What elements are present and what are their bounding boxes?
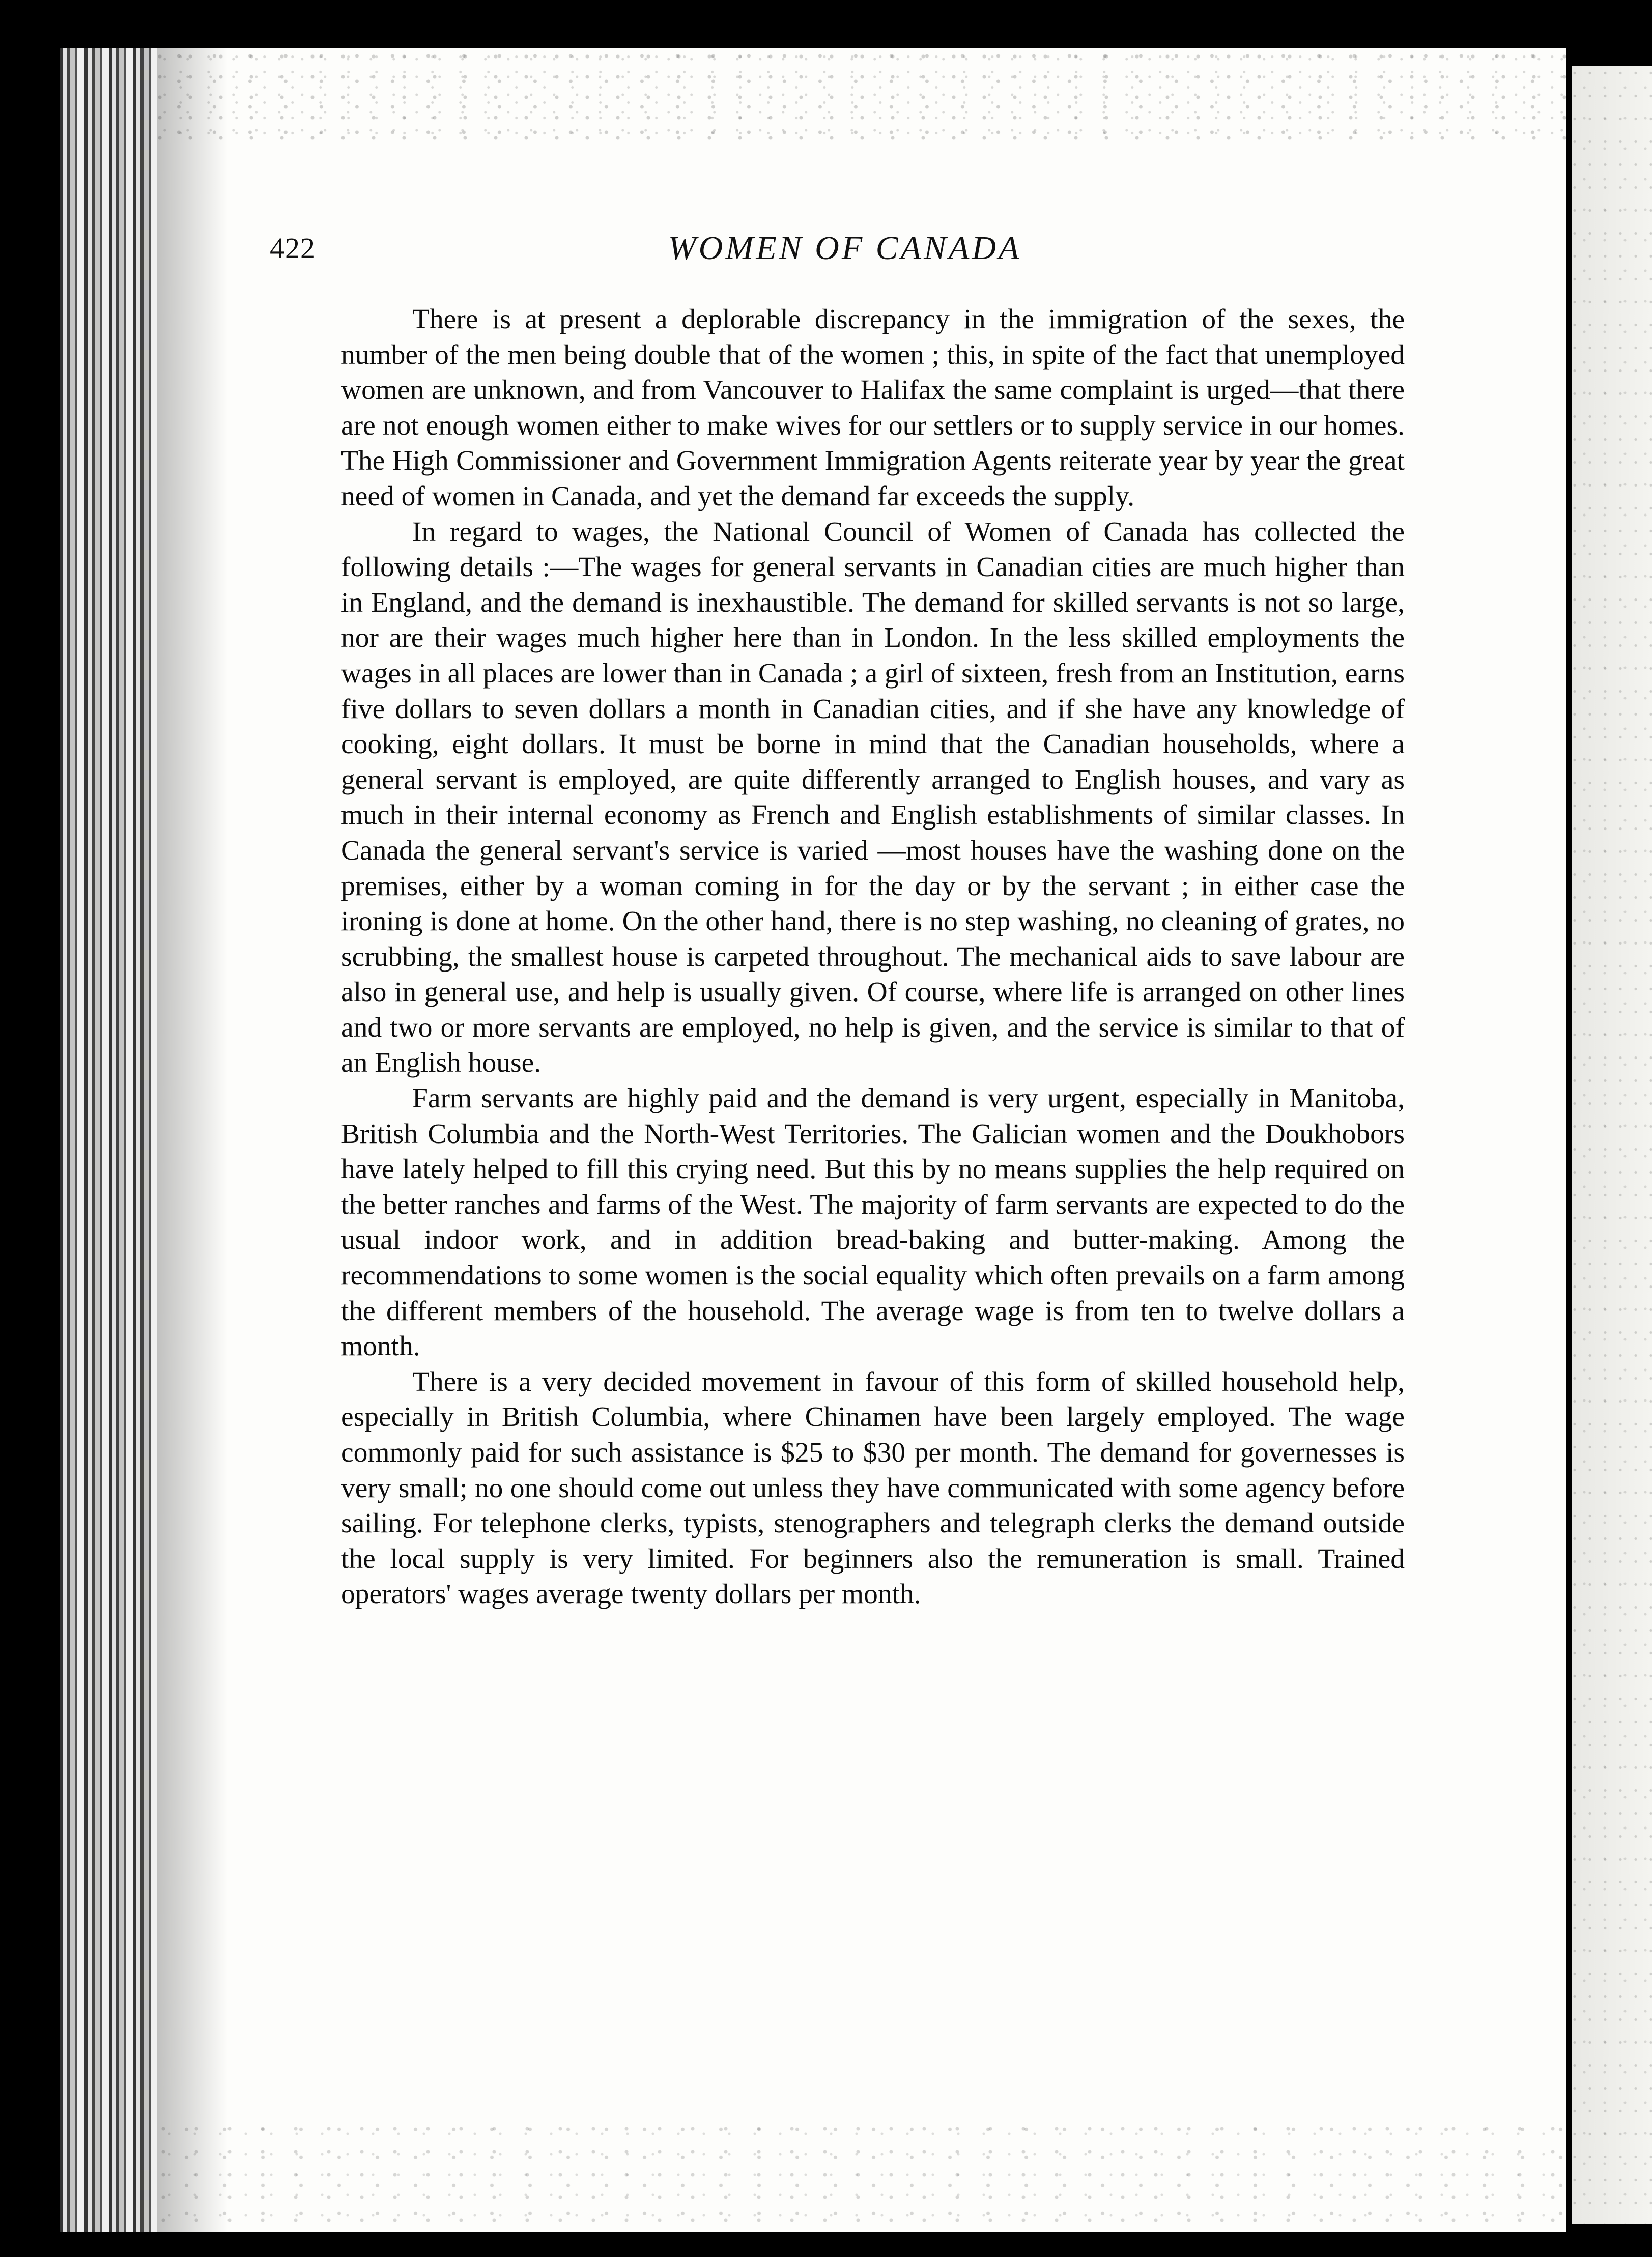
gutter-shadow	[157, 48, 228, 2232]
paragraph-wages: In regard to wages, the National Council of Women of Canada has collected the following details :—The wages for general servants in Canadian cities are much higher than in England, and the demand is inexhaustible. The demand for skilled servants is not so large, nor are their wages much higher here than in London. In the less skilled employments the wages in all places are lower than in Canada ; a girl of sixteen, fresh from an Institution, earns five dollars to seven dollars a month in Canadian cities, and if she have any knowledge of cooking, eight dollars. It must be borne in mind that the Canadian households, where a general servant is employed, are quite differently arranged to English houses, and vary as much in their internal economy as French and English establishments of similar classes. In Canada the general servant's service is varied —most houses have the washing done on the premises, either by a woman coming in for the day or by the servant ; in either case the ironing is done at home. On the other hand, there is no step washing, no cleaning of grates, no scrubbing, the smallest house is carpeted throughout. The mechanical aids to save labour are also in general use, and help is usually given. Of course, where life is arranged on other lines and two or more servants are employed, no help is given, and the service is similar to that of an English house.	[341, 516, 1405, 1079]
opposite-page-noise	[1570, 66, 1652, 2224]
top-margin-noise	[157, 48, 1566, 145]
running-head	[270, 229, 1420, 270]
bottom-margin-noise	[157, 2120, 1566, 2232]
paragraph-skilled-help: There is a very decided movement in favour of this form of skilled household help, especially in British Columbia, where Chinamen have been largely employed. The wage commonly paid for such assistance is $25 to $30 per month. The demand for governesses is very small; no one should come out unless they have communicated with some agency before sailing. For telephone clerks, typists, stenographers and telegraph clerks the demand outside the local supply is very limited. For beginners also the remuneration is small. Trained operators' wages average twenty dollars per month.	[341, 1366, 1405, 1610]
page-number: 422	[270, 232, 316, 265]
book-title: WOMEN OF CANADA	[668, 230, 1022, 267]
paragraph-farm-servants: Farm servants are highly paid and the demand is very urgent, especially in Manitoba, British Columbia and the North-West Territories. The Galician women and the Doukhobors have lately helped to fill this crying need. But this by no means supplies the help required on the better ranches and farms of the West. The majority of farm servants are expected to do the usual indoor work, and in addition bread-baking and butter-making. Among the recommendations to some women is the social equality which often prevails on a farm among the different members of the household. The average wage is from ten to twelve dollars a month.	[341, 1083, 1405, 1362]
body-text	[341, 302, 1405, 1612]
paragraph-immigration: There is at present a deplorable discrepancy in the immigration of the sexes, the number of the men being double that of the women ; this, in spite of the fact that unemployed women are unknown, and from Vancouver to Halifax the same complaint is urged—that there are not enough women either to make wives for our settlers or to supply service in our homes. The High Commissioner and Government Immigration Agents reiterate year by year the great need of women in Canada, and yet the demand far exceeds the supply.	[341, 304, 1405, 512]
page-binding	[60, 48, 157, 2232]
